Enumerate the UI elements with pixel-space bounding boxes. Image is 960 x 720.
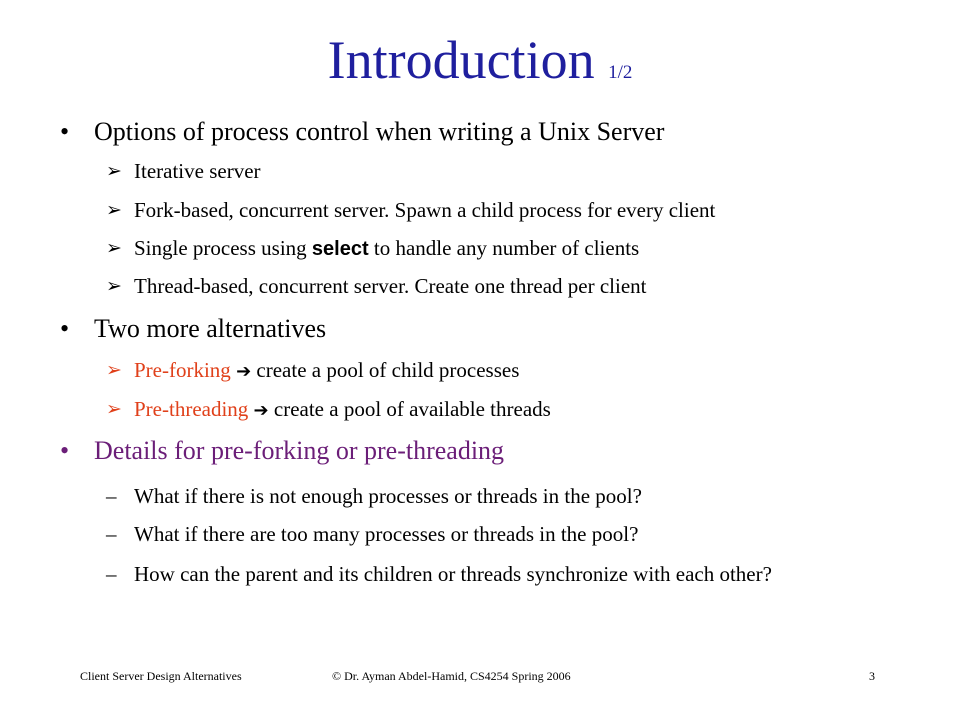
bullet-text: Two more alternatives (94, 314, 327, 343)
question-text: How can the parent and its children or threads synchronize with each other? (134, 562, 772, 586)
sub-item-text (134, 234, 639, 263)
bullet-text: Options of process control when writing a Unix Server (94, 117, 665, 146)
bullet-dot: • (60, 314, 70, 343)
sub-item-text: Iterative server (134, 159, 261, 183)
dash-marker: – (106, 484, 117, 508)
sub-item-text (134, 356, 519, 386)
bullet-dot: • (60, 436, 70, 465)
bullet-text: Details for pre-forking or pre-threading (94, 436, 505, 465)
title-text: Introduction (327, 30, 595, 90)
arrow-bullet-icon: ➢ (106, 237, 122, 259)
arrow-bullet-icon: ➢ (106, 275, 122, 297)
footer-course-title: Client Server Design Alternatives (80, 669, 242, 683)
sub-item-text: Fork-based, concurrent server. Spawn a child process for every client (134, 198, 716, 222)
arrow-bullet-icon: ➢ (106, 398, 122, 420)
question-text: What if there are too many processes or threads in the pool? (134, 522, 639, 546)
text-before-keyword: Single process using (134, 236, 312, 260)
dash-marker: – (106, 522, 117, 546)
arrow-bullet-icon: ➢ (106, 359, 122, 381)
slide-title (0, 28, 960, 105)
sub-item-text: Thread-based, concurrent server. Create one thread per client (134, 274, 647, 298)
title-page-indicator: 1/2 (608, 62, 633, 83)
footer-page-number: 3 (869, 669, 875, 683)
pre-threading-label: Pre-threading (134, 397, 249, 421)
footer-copyright: © Dr. Ayman Abdel-Hamid, CS4254 Spring 2006 (332, 669, 571, 683)
pre-forking-description: create a pool of child processes (251, 358, 520, 382)
bullet-dot: • (60, 117, 70, 146)
question-text: What if there is not enough processes or threads in the pool? (134, 484, 642, 508)
dash-marker: – (106, 562, 117, 586)
arrow-bullet-icon: ➢ (106, 160, 122, 182)
select-keyword: select (311, 238, 369, 260)
right-arrow-icon: ➔ (253, 400, 269, 421)
text-after-keyword: to handle any number of clients (368, 236, 640, 260)
arrow-bullet-icon: ➢ (106, 199, 122, 221)
sub-item-text (134, 395, 551, 425)
pre-forking-label: Pre-forking (134, 358, 231, 382)
pre-threading-description: create a pool of available threads (268, 397, 551, 421)
right-arrow-icon: ➔ (236, 361, 252, 382)
